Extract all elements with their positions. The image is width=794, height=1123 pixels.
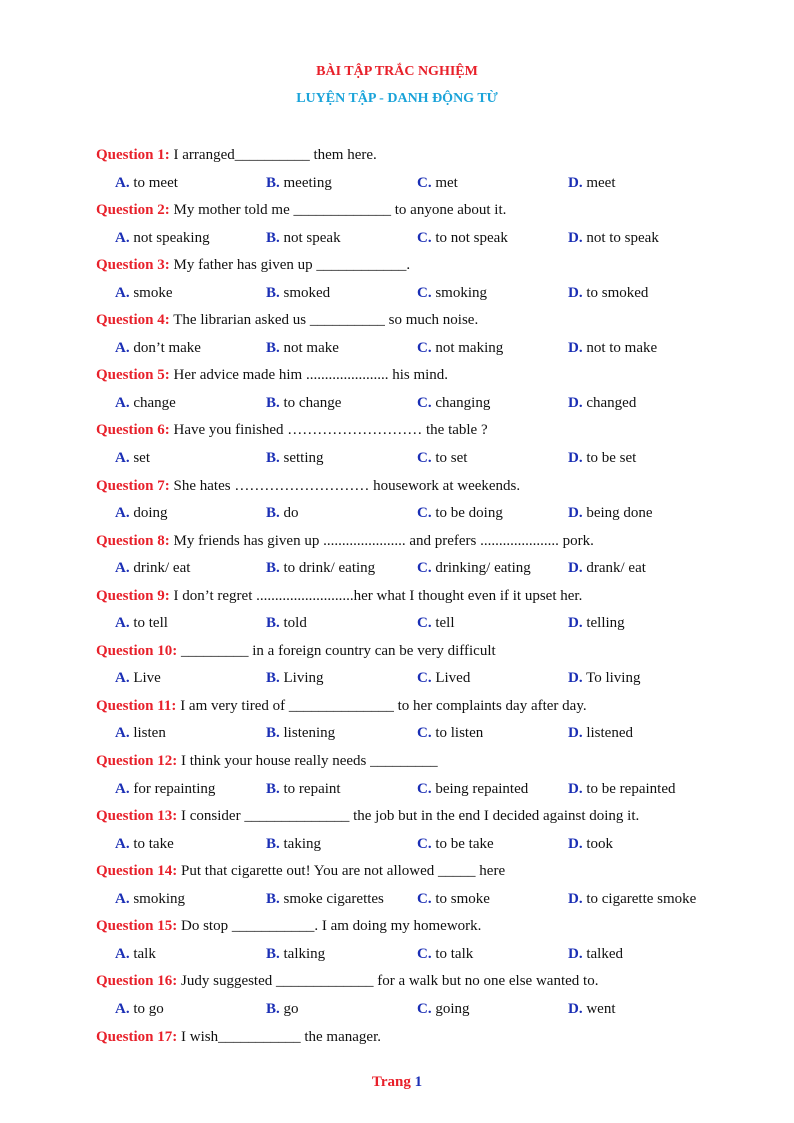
option-text: to not speak [431, 229, 508, 246]
option-text: for repainting [129, 780, 216, 797]
option-letter: C. [417, 725, 432, 742]
answer-option[interactable] [417, 503, 503, 523]
option-text: telling [582, 615, 625, 632]
question-5 [96, 365, 736, 393]
question-11-options [96, 723, 736, 751]
option-text: tell [431, 615, 455, 632]
option-letter: B. [266, 394, 280, 411]
option-text: change [129, 394, 176, 411]
question-9 [96, 586, 736, 614]
option-letter: A. [115, 945, 130, 962]
question-text: Have you finished ……………………… the table ? [169, 422, 488, 439]
option-text: drinking/ eating [431, 560, 531, 577]
option-letter: A. [115, 174, 130, 191]
question-label: Question 14: [96, 863, 178, 880]
option-letter: C. [417, 890, 432, 907]
option-text: doing [129, 505, 168, 522]
answer-option[interactable] [568, 613, 625, 633]
question-label: Question 17: [96, 1028, 178, 1045]
option-text: to tell [129, 615, 168, 632]
answer-option[interactable] [266, 448, 324, 468]
option-text: listening [279, 725, 336, 742]
answer-option[interactable] [266, 173, 332, 193]
option-text: to smoked [582, 284, 649, 301]
question-15 [96, 916, 736, 944]
question-10 [96, 641, 736, 669]
option-text: go [279, 1000, 299, 1017]
answer-option[interactable] [417, 283, 487, 303]
answer-option[interactable] [266, 779, 341, 799]
option-text: smoking [431, 284, 488, 301]
question-label: Question 9: [96, 587, 170, 604]
answer-option[interactable] [115, 283, 173, 303]
option-letter: D. [568, 174, 583, 191]
answer-option[interactable] [417, 944, 473, 964]
option-letter: D. [568, 450, 583, 467]
answer-option[interactable] [568, 723, 633, 743]
option-letter: A. [115, 450, 130, 467]
option-letter: B. [266, 229, 280, 246]
option-letter: A. [115, 725, 130, 742]
question-text: My father has given up ____________. [169, 257, 411, 274]
answer-option[interactable] [568, 338, 657, 358]
answer-option[interactable] [568, 889, 696, 909]
page-label: Trang [371, 1074, 411, 1090]
page-footer [0, 1074, 794, 1091]
answer-option[interactable] [568, 779, 675, 799]
question-text: I arranged__________ them here. [169, 147, 377, 163]
option-text: to be set [582, 450, 637, 467]
option-text: changing [431, 394, 491, 411]
option-text: to take [129, 835, 174, 852]
option-text: listened [582, 725, 633, 742]
option-letter: C. [417, 394, 432, 411]
option-text: smoking [129, 890, 186, 907]
answer-option[interactable] [266, 228, 341, 248]
answer-option[interactable] [266, 999, 299, 1019]
option-letter: D. [568, 339, 583, 356]
question-9-options [96, 613, 736, 641]
option-letter: B. [266, 174, 280, 191]
option-text: Living [279, 670, 324, 687]
question-7 [96, 476, 736, 504]
option-letter: B. [266, 1000, 280, 1017]
answer-option[interactable] [115, 613, 168, 633]
option-letter: A. [115, 1000, 130, 1017]
option-text: told [279, 615, 307, 632]
option-text: set [129, 450, 151, 467]
option-letter: D. [568, 615, 583, 632]
option-text: not make [279, 339, 339, 356]
answer-option[interactable] [115, 503, 168, 523]
answer-option[interactable] [115, 889, 185, 909]
option-text: To living [582, 670, 641, 687]
option-letter: B. [266, 835, 280, 852]
answer-option[interactable] [417, 228, 508, 248]
option-letter: B. [266, 725, 280, 742]
question-label: Question 5: [96, 367, 170, 384]
question-text: Judy suggested _____________ for a walk but no one else wanted to. [177, 973, 599, 990]
question-7-options [96, 503, 736, 531]
option-letter: A. [115, 394, 130, 411]
answer-option[interactable] [568, 228, 659, 248]
question-label: Question 10: [96, 642, 178, 659]
option-text: not making [431, 339, 504, 356]
option-letter: B. [266, 945, 280, 962]
answer-option[interactable] [568, 668, 640, 688]
answer-option[interactable] [266, 944, 325, 964]
option-letter: C. [417, 615, 432, 632]
page-subtitle: LUYỆN TẬP - DANH ĐỘNG TỪ [296, 91, 498, 106]
question-text: Do stop ___________. I am doing my homework. [177, 918, 482, 935]
answer-option[interactable] [568, 558, 646, 578]
option-letter: C. [417, 339, 432, 356]
option-letter: A. [115, 890, 130, 907]
question-label: Question 6: [96, 422, 170, 439]
option-letter: A. [115, 284, 130, 301]
option-letter: C. [417, 174, 432, 191]
option-text: setting [279, 450, 324, 467]
answer-option[interactable] [568, 393, 636, 413]
option-letter: A. [115, 780, 130, 797]
question-text: My friends has given up ...................... and prefers ..................... pork. [169, 532, 594, 549]
option-letter: B. [266, 670, 280, 687]
answer-option[interactable] [266, 834, 321, 854]
option-text: to be repainted [582, 780, 676, 797]
option-letter: D. [568, 835, 583, 852]
option-letter: D. [568, 945, 583, 962]
answer-option[interactable] [115, 723, 166, 743]
option-text: listen [129, 725, 166, 742]
answer-option[interactable] [266, 283, 330, 303]
answer-option[interactable] [266, 723, 335, 743]
question-text: Her advice made him ...................... his mind. [169, 367, 449, 384]
question-2-options [96, 228, 736, 256]
option-text: talking [279, 945, 326, 962]
option-text: to go [129, 1000, 164, 1017]
question-13-options [96, 834, 736, 862]
option-letter: A. [115, 339, 130, 356]
question-16 [96, 971, 736, 999]
question-1 [96, 145, 736, 173]
option-text: talk [129, 945, 156, 962]
option-letter: A. [115, 835, 130, 852]
question-label: Question 16: [96, 973, 178, 990]
question-text: Put that cigarette out! You are not allowed _____ here [177, 863, 506, 880]
option-letter: A. [115, 505, 130, 522]
option-letter: C. [417, 505, 432, 522]
question-14 [96, 861, 736, 889]
option-letter: B. [266, 284, 280, 301]
option-letter: C. [417, 229, 432, 246]
option-text: going [431, 1000, 470, 1017]
question-8 [96, 531, 736, 559]
answer-option[interactable] [266, 558, 375, 578]
question-1-options [96, 173, 736, 201]
answer-option[interactable] [568, 944, 623, 964]
answer-option[interactable] [417, 834, 494, 854]
question-5-options [96, 393, 736, 421]
answer-option[interactable] [417, 723, 483, 743]
option-letter: B. [266, 339, 280, 356]
option-letter: B. [266, 780, 280, 797]
option-text: Live [129, 670, 161, 687]
option-text: went [582, 1000, 616, 1017]
option-letter: C. [417, 780, 432, 797]
question-14-options [96, 889, 736, 917]
question-label: Question 2: [96, 202, 170, 219]
question-4-options [96, 338, 736, 366]
option-letter: B. [266, 560, 280, 577]
option-text: meet [582, 174, 616, 191]
option-letter: C. [417, 450, 432, 467]
answer-option[interactable] [417, 613, 455, 633]
answer-option[interactable] [266, 393, 341, 413]
option-text: changed [582, 394, 637, 411]
question-12-options [96, 779, 736, 807]
option-letter: D. [568, 229, 583, 246]
answer-option[interactable] [568, 173, 616, 193]
option-text: smoke [129, 284, 173, 301]
question-label: Question 7: [96, 477, 170, 494]
question-10-options [96, 668, 736, 696]
option-letter: A. [115, 229, 130, 246]
option-letter: B. [266, 505, 280, 522]
answer-option[interactable] [266, 613, 307, 633]
question-text: I think your house really needs _________ [177, 753, 438, 770]
answer-option[interactable] [417, 889, 490, 909]
option-text: to repaint [279, 780, 341, 797]
option-letter: B. [266, 615, 280, 632]
answer-option[interactable] [115, 173, 178, 193]
question-label: Question 12: [96, 753, 178, 770]
question-text: I don’t regret ..........................her what I thought even if it upset her. [169, 587, 583, 604]
option-text: to be take [431, 835, 494, 852]
option-letter: D. [568, 670, 583, 687]
option-text: do [279, 505, 299, 522]
question-text: My mother told me _____________ to anyone about it. [169, 202, 507, 219]
option-text: not to speak [582, 229, 659, 246]
answer-option[interactable] [266, 889, 384, 909]
option-text: to be doing [431, 505, 503, 522]
question-label: Question 13: [96, 808, 178, 825]
option-text: to change [279, 394, 342, 411]
question-label: Question 11: [96, 697, 177, 714]
answer-option[interactable] [568, 283, 648, 303]
option-letter: B. [266, 450, 280, 467]
option-text: don’t make [129, 339, 201, 356]
option-letter: D. [568, 560, 583, 577]
option-text: to cigarette smoke [582, 890, 697, 907]
option-text: smoke cigarettes [279, 890, 384, 907]
option-text: talked [582, 945, 623, 962]
question-label: Question 8: [96, 532, 170, 549]
page-title: BÀI TẬP TRẮC NGHIỆM [316, 64, 478, 79]
answer-option[interactable] [115, 448, 150, 468]
question-15-options [96, 944, 736, 972]
page-number: 1 [414, 1074, 423, 1090]
question-3-options [96, 283, 736, 311]
question-label: Question 3: [96, 257, 170, 274]
answer-option[interactable] [115, 944, 156, 964]
question-16-options [96, 999, 736, 1027]
option-letter: C. [417, 1000, 432, 1017]
question-6-options [96, 448, 736, 476]
option-text: to smoke [431, 890, 490, 907]
answer-option[interactable] [417, 668, 470, 688]
option-text: Lived [431, 670, 471, 687]
answer-option[interactable] [568, 999, 616, 1019]
option-letter: D. [568, 394, 583, 411]
option-letter: B. [266, 890, 280, 907]
option-letter: D. [568, 780, 583, 797]
answer-option[interactable] [417, 999, 470, 1019]
answer-option[interactable] [115, 668, 161, 688]
question-6 [96, 420, 736, 448]
question-text: I wish___________ the manager. [177, 1028, 381, 1045]
answer-option[interactable] [266, 503, 299, 523]
question-12 [96, 751, 736, 779]
answer-option[interactable] [568, 448, 636, 468]
answer-option[interactable] [568, 834, 613, 854]
question-17 [96, 1027, 736, 1055]
option-text: to talk [431, 945, 474, 962]
question-label: Question 4: [96, 312, 170, 329]
question-label: Question 1: [96, 147, 170, 163]
question-text: _________ in a foreign country can be very difficult [177, 642, 496, 659]
answer-option[interactable] [115, 558, 190, 578]
answer-option[interactable] [266, 668, 324, 688]
option-text: meeting [279, 174, 332, 191]
question-label: Question 15: [96, 918, 178, 935]
answer-option[interactable] [417, 558, 531, 578]
answer-option[interactable] [115, 338, 201, 358]
question-8-options [96, 558, 736, 586]
option-text: not to make [582, 339, 658, 356]
question-13 [96, 806, 736, 834]
option-letter: C. [417, 560, 432, 577]
option-text: to drink/ eating [279, 560, 376, 577]
question-text: The librarian asked us __________ so much noise. [169, 312, 479, 329]
answer-option[interactable] [417, 393, 490, 413]
answer-option[interactable] [417, 779, 528, 799]
option-text: drank/ eat [582, 560, 646, 577]
option-text: taking [279, 835, 322, 852]
answer-option[interactable] [266, 338, 339, 358]
answer-option[interactable] [115, 834, 174, 854]
option-text: drink/ eat [129, 560, 191, 577]
option-text: not speak [279, 229, 341, 246]
option-letter: C. [417, 284, 432, 301]
option-letter: D. [568, 1000, 583, 1017]
question-text: I consider ______________ the job but in the end I decided against doing it. [177, 808, 640, 825]
question-text: She hates ……………………… housework at weekends. [169, 477, 521, 494]
question-text: I am very tired of ______________ to her complaints day after day. [176, 697, 587, 714]
question-4 [96, 310, 736, 338]
answer-option[interactable] [417, 338, 503, 358]
answer-option[interactable] [115, 779, 215, 799]
question-11 [96, 696, 736, 724]
option-text: being done [582, 505, 653, 522]
answer-option[interactable] [417, 173, 458, 193]
option-text: not speaking [129, 229, 210, 246]
answer-option[interactable] [417, 448, 467, 468]
option-letter: A. [115, 670, 130, 687]
option-letter: D. [568, 505, 583, 522]
option-text: to set [431, 450, 468, 467]
option-letter: D. [568, 890, 583, 907]
option-text: smoked [279, 284, 331, 301]
option-letter: D. [568, 725, 583, 742]
answer-option[interactable] [115, 999, 164, 1019]
option-letter: C. [417, 670, 432, 687]
option-letter: A. [115, 560, 130, 577]
answer-option[interactable] [568, 503, 653, 523]
question-2 [96, 200, 736, 228]
question-3 [96, 255, 736, 283]
option-text: to meet [129, 174, 178, 191]
answer-option[interactable] [115, 393, 176, 413]
option-letter: A. [115, 615, 130, 632]
option-letter: C. [417, 835, 432, 852]
option-letter: C. [417, 945, 432, 962]
option-text: took [582, 835, 614, 852]
question-list [96, 145, 736, 1054]
option-letter: D. [568, 284, 583, 301]
answer-option[interactable] [115, 228, 210, 248]
option-text: to listen [431, 725, 484, 742]
option-text: met [431, 174, 458, 191]
option-text: being repainted [431, 780, 529, 797]
